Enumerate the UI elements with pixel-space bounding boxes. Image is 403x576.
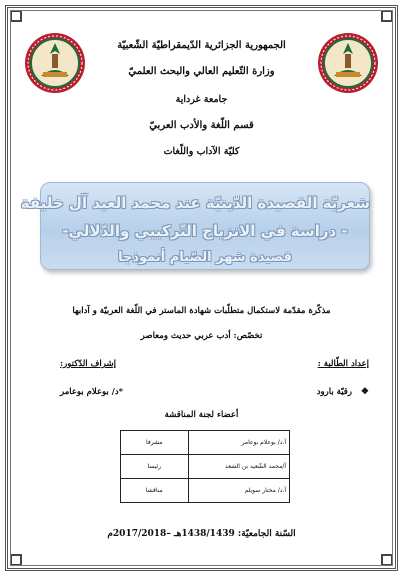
thesis-title-line-3: قصيدة شهر الصّيام أنموذجا <box>118 250 292 265</box>
table-row <box>121 431 290 455</box>
faculty-name: كليّة الآداب واللّغات <box>163 146 240 157</box>
memo-statement: مذكّرة مقدّمة لاستكمال متطلّبات شهادة الماستر في اللّغة العربيّة و آدابها <box>72 306 331 316</box>
member-role: مناقشا <box>121 479 189 503</box>
diamond-bullet-icon: ❖ <box>360 387 369 397</box>
member-role: رئيسا <box>121 455 189 479</box>
thesis-title-line-2: - دراسة في الانزياح التّركيبي والدّلالي- <box>62 222 348 240</box>
specialty-line: تخصّص: أدب عربي حديث ومعاصر <box>140 331 263 341</box>
department-name: قسم اللّغة والأدب العربيّ <box>149 120 254 131</box>
academic-year: السّنة الجامعيّة: 1438/1439هـ –2017/2018م <box>107 529 296 539</box>
member-name: أ.د/ مختار سويلم <box>188 479 289 503</box>
member-name: أ.د/ بوعلام بوعامر <box>188 431 289 455</box>
supervisor-name: *د/ بوعلام بوعامر <box>60 387 124 397</box>
preparation-label: إعداد الطّالبة : <box>317 359 369 369</box>
student-name: رقيّة بارود <box>316 387 352 397</box>
thesis-title-line-1: شعريّة القصيدة الدّينيّة عند محمد العيد آل خليفة <box>20 194 370 212</box>
table-row <box>121 455 290 479</box>
member-role: مشرفا <box>121 431 189 455</box>
member-name: أ/محمد الشّعيد بن الشعد <box>188 455 289 479</box>
supervision-label: إشراف الدّكتور: <box>60 359 116 369</box>
student-entry <box>317 387 369 397</box>
committee-heading: أعضاء لجنة المناقشة <box>164 410 239 420</box>
ministry-heading: وزارة التّعليم العالي والبحث العلميّ <box>128 66 275 77</box>
university-name: جامعة غرداية <box>175 94 228 105</box>
republic-heading: الجمهورية الجزائرية الدّيمقراطيّة الشّعبيّة <box>117 40 286 51</box>
table-row <box>121 479 290 503</box>
committee-table <box>120 430 290 503</box>
